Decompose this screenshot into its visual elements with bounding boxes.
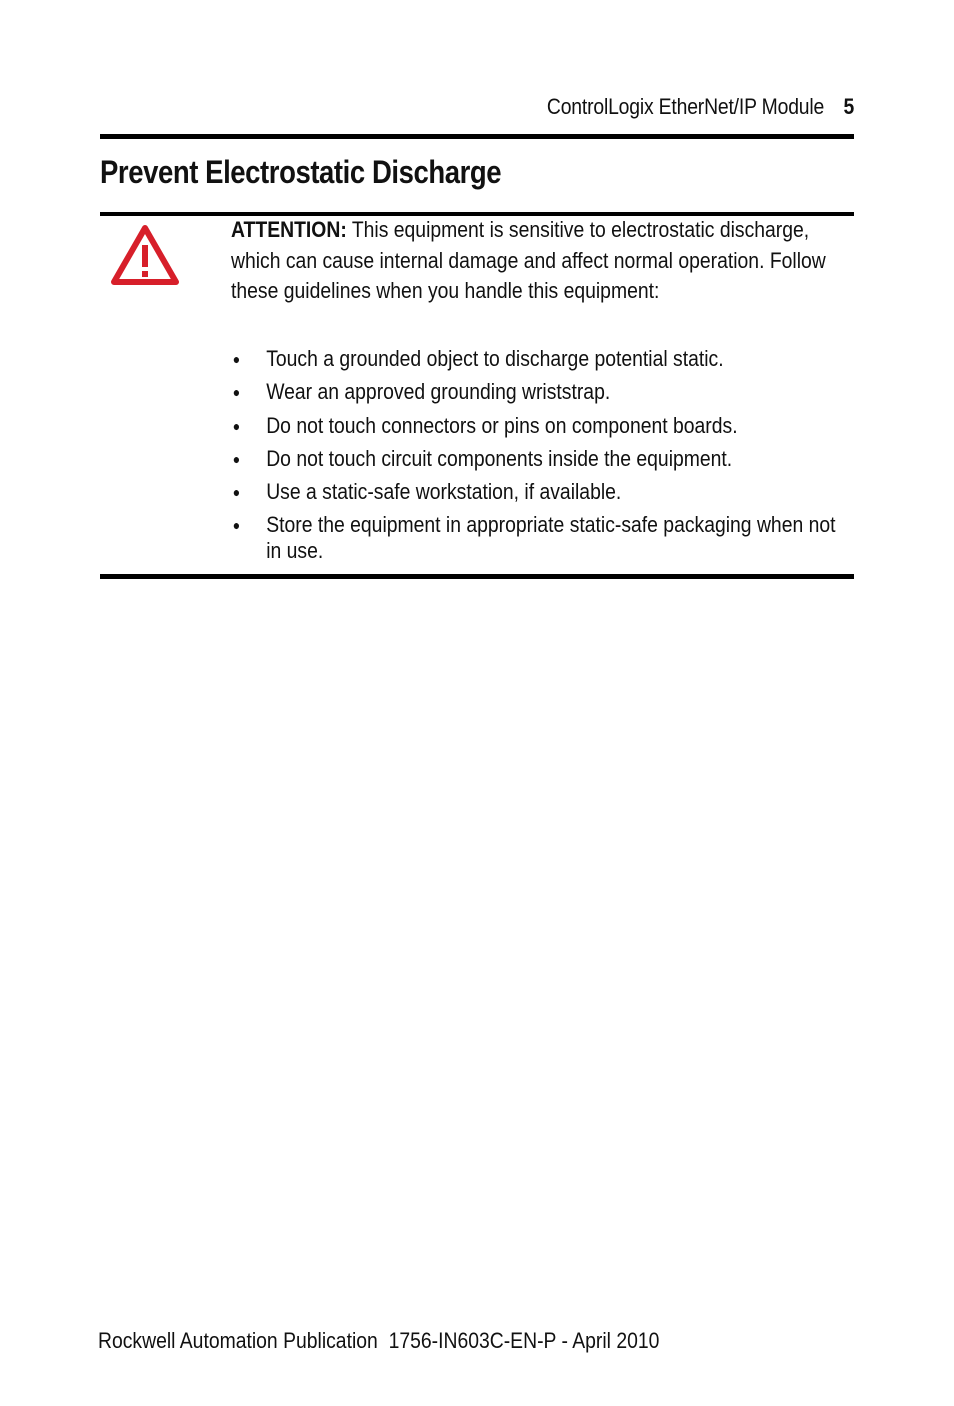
bullet-icon: ●: [232, 384, 241, 401]
attention-box-bottom-rule: [100, 574, 854, 579]
page-number: 5: [843, 94, 854, 119]
guideline-item: [231, 512, 847, 564]
warning-triangle-icon: [110, 224, 180, 286]
attention-paragraph: [231, 215, 847, 307]
bullet-icon: ●: [232, 517, 241, 534]
bullet-icon: ●: [232, 450, 241, 467]
bullet-icon: ●: [232, 417, 241, 434]
footer-doc-id: 1756-IN603C-EN-P - April 2010: [388, 1328, 660, 1353]
guideline-text: Do not touch circuit components inside the equipment.: [266, 445, 733, 471]
guideline-text: Use a static-safe workstation, if available.: [266, 479, 622, 505]
guideline-item: [231, 479, 847, 505]
guideline-text: Wear an approved grounding wriststrap.: [266, 379, 611, 405]
guideline-text: Do not touch connectors or pins on component boards.: [266, 412, 738, 438]
section-title: Prevent Electrostatic Discharge: [100, 154, 502, 190]
guideline-list: [231, 346, 847, 572]
guideline-item: [231, 346, 847, 372]
attention-text: This equipment is sensitive to electrostatic discharge, which can cause internal damage and affect normal operation. Follow these guidelines when you handle this equipment:: [231, 217, 826, 303]
running-title: ControlLogix EtherNet/IP Module: [546, 94, 825, 119]
bullet-icon: ●: [232, 484, 241, 501]
header-rule: [100, 134, 854, 139]
running-header: [547, 94, 854, 120]
bullet-icon: ●: [232, 351, 241, 367]
guideline-text: Touch a grounded object to discharge potential static.: [266, 346, 724, 371]
guideline-item: [231, 446, 847, 472]
guideline-text: Store the equipment in appropriate static-safe packaging when not in use.: [266, 512, 836, 564]
guideline-item: [231, 379, 847, 405]
footer-publication: Rockwell Automation Publication: [98, 1328, 378, 1353]
attention-label: ATTENTION:: [231, 217, 347, 242]
footer: [98, 1328, 659, 1354]
guideline-item: [231, 413, 847, 439]
